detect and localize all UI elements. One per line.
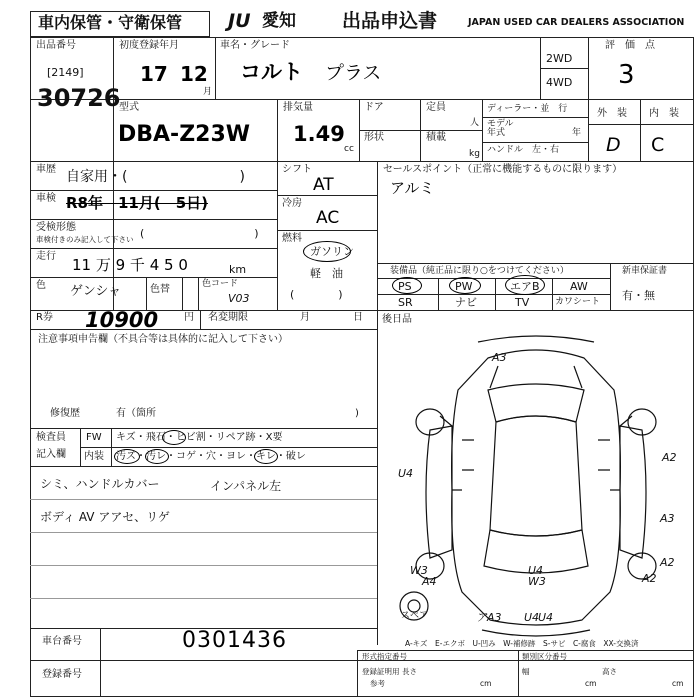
equip-navi: ナビ (455, 296, 477, 309)
loading-label: 積載 (426, 132, 446, 143)
equip-ps: PS (398, 280, 412, 293)
grid-line (482, 117, 588, 118)
price-label: R券 (36, 312, 53, 323)
category-label: 類別区分番号 (522, 652, 567, 661)
grid-line (377, 294, 610, 295)
exterior-label: 外 装 (597, 108, 627, 119)
shaken-label: 車検 (36, 193, 56, 204)
dmg-label: A4 (422, 575, 437, 588)
notes-label: 注意事項申告欄（不具合等は具体的に記入して下さい） (38, 334, 288, 345)
score-value: 3 (618, 60, 635, 90)
equip-tv: TV (515, 296, 530, 309)
mileage-value: 11 万 9 千 4 5 0 (72, 256, 188, 274)
grid-line (552, 278, 553, 310)
dmg-label: W3 (410, 564, 428, 577)
inspector-row1: キズ・飛石・ヒビ割・リペア跡・X要 (116, 432, 283, 443)
equip-leather: カワシート (555, 297, 601, 307)
equip-pw-circle (449, 277, 481, 294)
org-title: 愛知 (262, 11, 296, 31)
car-name: コルト (240, 60, 303, 84)
grid-line (277, 161, 278, 310)
warranty-value: 有・無 (622, 289, 655, 302)
score-label: 評 価 点 (605, 40, 655, 51)
dmg-label: A3 (660, 512, 675, 525)
model-year-label: モデル 年式 (487, 119, 514, 139)
ruled-line (30, 499, 377, 500)
inspector-note-1: シミ、ハンドルカバー (40, 477, 160, 491)
grid-line (277, 230, 377, 231)
interior-label: 内 装 (649, 108, 679, 119)
length-cm: cm (480, 679, 492, 688)
grid-line (357, 650, 694, 651)
displacement-label: 排気量 (283, 102, 313, 113)
grid-line (30, 99, 694, 100)
color-label: 色 (36, 280, 46, 291)
grid-line (377, 161, 378, 310)
sales-points-value: アルミ (390, 179, 435, 197)
cc-unit: cc (344, 144, 354, 154)
color-change-label: 色替 (150, 284, 170, 295)
equip-pw: PW (455, 280, 473, 293)
grid-line (30, 248, 277, 249)
car-grade: プラス (325, 62, 382, 84)
repair-label: 修復歴 (50, 408, 80, 419)
grid-line (100, 628, 101, 697)
grid-line (438, 278, 439, 310)
lot-label: 出品番号 (36, 40, 76, 51)
inspector-row2: 汚ズ・汚レ・コゲ・穴・ヨレ・キレ・破レ (116, 451, 306, 462)
deadline-day: 日 (353, 312, 363, 323)
capacity-unit: 人 (470, 118, 480, 128)
reg-month: 12 (180, 62, 208, 86)
length-label: 長さ (402, 667, 417, 676)
grid-line (198, 277, 199, 310)
reg-number-label: 登録番号 (42, 669, 82, 680)
damage-legend: A-キズ E-エクボ U-凹み W-補修跡 S-サビ C-腐食 XX-交換済 (405, 639, 639, 648)
price-unit: 円 (184, 312, 194, 323)
mark-circle (254, 449, 278, 464)
exterior-value: D (606, 134, 621, 156)
car-diagram (378, 330, 694, 642)
reception-paren: ( ) (140, 227, 259, 240)
grid-line (30, 329, 377, 330)
capacity-label: 定員 (426, 102, 446, 113)
form-title: 出品申込書 (342, 10, 438, 32)
model-label: 型式 (119, 102, 139, 113)
mark-circle (145, 449, 169, 464)
grid-line (80, 428, 81, 466)
shift-value: AT (313, 175, 334, 195)
lot-number: 30726 (37, 84, 121, 112)
fuel-gas-circle (303, 241, 351, 262)
ac-label: 冷房 (282, 198, 302, 209)
deadline-label: 名変期限 (208, 312, 248, 323)
dmg-label: W3 (528, 575, 546, 588)
grid-line (588, 124, 694, 125)
ruled-line (30, 598, 377, 599)
after-label: 後日品 (382, 314, 412, 325)
dmg-label: U4 (528, 564, 544, 577)
door-label: ドア (364, 102, 384, 113)
dealer-label: ディーラー・並 行 (487, 104, 568, 114)
model-code: DBA-Z23W (118, 122, 251, 147)
grid-line (146, 277, 147, 310)
reg-month-unit: 月 (203, 87, 213, 97)
grid-line (640, 99, 641, 161)
equipment-label: 装備品（純正品に限り○をつけてください） (390, 266, 569, 276)
inspector-note-2: インパネル左 (210, 479, 282, 493)
reg-label: 初度登録年月 (119, 40, 179, 51)
association-name: JAPAN USED CAR DEALERS ASSOCIATION (468, 17, 685, 28)
history-value: 自家用・( ) (66, 169, 245, 185)
dmg-label: A2 (642, 572, 657, 585)
shift-label: シフト (282, 164, 312, 175)
grid-line (30, 161, 694, 162)
grid-line (357, 650, 358, 697)
grid-line (30, 190, 277, 191)
chassis-label: 車台番号 (42, 636, 82, 647)
sales-points-label: セールスポイント（正常に機能するものに限ります） (383, 164, 623, 175)
color-code-label: 色コード (202, 279, 239, 289)
fuel-gas: ガソリン (310, 245, 354, 258)
grid-line (518, 650, 519, 697)
fuel-label: 燃料 (282, 233, 302, 244)
color-code-value: V03 (228, 292, 250, 305)
deadline-month: 月 (300, 312, 310, 323)
grid-line (359, 130, 482, 131)
grid-line (277, 99, 278, 161)
width-cm: cm (585, 679, 597, 688)
equip-airbag: エアB (510, 280, 540, 293)
car-name-label: 車名・グレード (220, 40, 290, 51)
history-label: 車歴 (36, 164, 56, 175)
lot-small-number: [2149] (47, 66, 84, 79)
inspector-label-2: 記入欄 (36, 449, 66, 460)
grid-line (30, 219, 277, 220)
ju-logo: JU (228, 10, 251, 32)
ruled-line (30, 565, 377, 566)
grid-line (588, 37, 589, 161)
type-number-label: 形式指定番号 (362, 652, 407, 661)
grid-line (30, 428, 377, 429)
mark-circle (162, 430, 186, 445)
grid-line (610, 263, 611, 310)
height-cm: cm (672, 679, 684, 688)
equip-aw: AW (570, 280, 588, 293)
mileage-label: 走行 (36, 251, 56, 262)
inspector-note-3: ボディ AV アアセ、リゲ (40, 510, 170, 524)
warranty-label: 新車保証書 (622, 266, 668, 276)
height-label: 高さ (602, 667, 617, 676)
equip-ps-circle (392, 277, 422, 294)
grid-line (215, 37, 216, 99)
chassis-value: 0301436 (182, 628, 287, 653)
grid-line (482, 99, 483, 161)
interior-value: C (651, 134, 665, 156)
grid-line (80, 447, 377, 448)
repair-value: 有（箇所 (116, 408, 156, 419)
ac-value: AC (316, 208, 340, 228)
price-value: 10900 (85, 308, 159, 332)
reception-label: 受検形態 (36, 222, 76, 233)
handle-label: ハンドル 左・右 (487, 145, 560, 155)
inspector-row2-head: 内装 (84, 451, 104, 462)
equip-airbag-circle (505, 275, 545, 295)
model-year-unit: 年 (572, 128, 582, 138)
grid-line (200, 310, 201, 329)
reg-year: 17 (140, 62, 168, 86)
dmg-label: アA3 (476, 611, 502, 624)
reception-sub: 車検付きのみ記入して下さい (36, 235, 134, 244)
grid-line (111, 428, 112, 466)
inspector-label-1: 検査員 (36, 432, 66, 443)
dmg-label: A2 (660, 556, 675, 569)
grid-line (377, 263, 694, 264)
dmg-label: U4 (538, 611, 554, 624)
storage-label: 車内保管・守衛保管 (38, 13, 183, 32)
mark-circle (114, 449, 140, 464)
equip-sr: SR (398, 296, 413, 309)
dmg-label: A2 (662, 451, 677, 464)
dmg-label: A3 (492, 351, 507, 364)
fuel-diesel: 軽 油 (310, 267, 343, 280)
width-label: 幅 (522, 667, 530, 676)
repair-close: ) (355, 408, 359, 419)
fuel-paren: ( ) (290, 288, 343, 301)
shaken-value: R8年 11月( 5日) (66, 194, 209, 212)
displacement-value: 1.49 (293, 122, 345, 146)
grid-line (277, 195, 377, 196)
color-value: ゲンシャ (70, 284, 122, 299)
ref-label: 参考 (370, 679, 385, 688)
cert-label: 登録証明用 (362, 667, 400, 676)
grid-line (540, 68, 588, 69)
loading-unit: kg (469, 149, 480, 159)
dmg-label: U4 (398, 467, 414, 480)
drive-4wd: 4WD (546, 76, 573, 89)
mileage-unit: km (229, 263, 247, 276)
drive-2wd: 2WD (546, 52, 573, 65)
ruled-line (30, 532, 377, 533)
grid-line (30, 277, 277, 278)
dmg-label: U4 (524, 611, 540, 624)
shape-label: 形状 (364, 132, 384, 143)
grid-line (182, 277, 183, 310)
grid-line (495, 278, 496, 310)
grid-line (482, 142, 588, 143)
grid-line (30, 466, 377, 467)
inspector-row1-head: FW (86, 432, 102, 443)
spare-label: スペア (401, 611, 429, 621)
